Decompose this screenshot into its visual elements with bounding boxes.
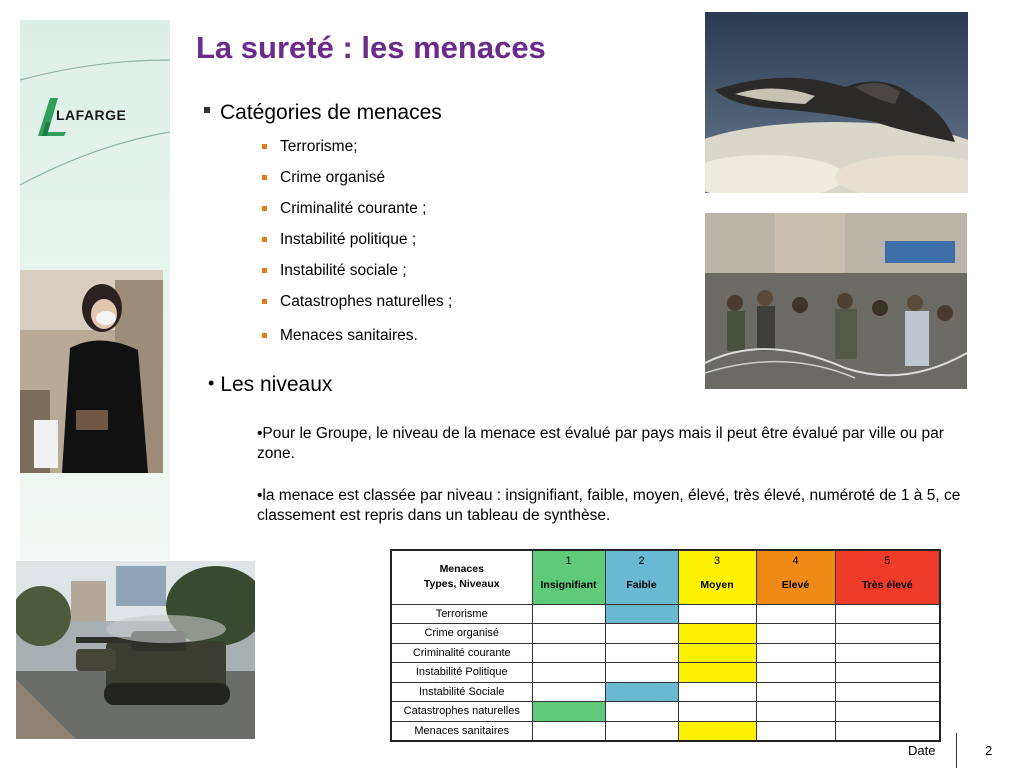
table-row [391,643,940,663]
footer-date-label: Date [908,743,936,758]
level-header-1 [532,550,605,604]
level-name: Faible [626,578,657,591]
categories-heading [204,101,442,125]
level-cell [532,702,605,722]
corner-line-2: Types, Niveaux [423,578,500,591]
level-cell [678,702,756,722]
tanks-on-street-photo [16,561,255,739]
level-cell [678,624,756,644]
level-header-2 [605,550,678,604]
level-cell [678,663,756,683]
row-label: Menaces sanitaires [391,721,532,741]
level-header-3 [678,550,756,604]
level-cell [678,604,756,624]
table-row [391,721,940,741]
level-number: 5 [884,554,891,567]
table-row [391,624,940,644]
level-cell [756,663,835,683]
level-cell [835,624,940,644]
levels-heading: • Les niveaux [208,373,333,396]
level-cell [678,682,756,702]
level-cell [756,721,835,741]
level-cell [835,721,940,741]
table-row [391,604,940,624]
level-cell [756,643,835,663]
level-cell [835,604,940,624]
level-cell [756,604,835,624]
level-cell [678,721,756,741]
categories-list [262,138,452,358]
matrix-body [391,604,940,741]
level-number: 3 [713,554,721,567]
row-label: Criminalité courante [391,643,532,663]
list-item: Instabilité sociale ; [262,262,452,293]
table-row [391,663,940,683]
row-label: Instabilité Politique [391,663,532,683]
woman-with-mask-photo [20,270,163,473]
level-name: Elevé [781,578,810,591]
level-name: Insignifiant [540,578,597,591]
level-cell [532,721,605,741]
level-cell [678,643,756,663]
matrix-corner-header [391,550,532,604]
threat-level-matrix [390,549,941,742]
list-item: Crime organisé [262,169,452,200]
level-header-4 [756,550,835,604]
crowd-protest-photo [705,213,967,389]
level-cell [532,643,605,663]
level-cell [756,702,835,722]
levels-paragraph-1: •Pour le Groupe, le niveau de la menace est évalué par pays mais il peut être évalué par ville ou par zone. [257,425,944,462]
corner-line-1: Menaces [439,563,484,576]
level-header-5 [835,550,940,604]
level-cell [532,663,605,683]
level-name: Moyen [700,578,734,591]
footer-divider [956,733,957,768]
level-cell [756,682,835,702]
level-cell [532,682,605,702]
level-cell [605,643,678,663]
level-cell [835,663,940,683]
list-item: Criminalité courante ; [262,200,452,231]
page-number: 2 [985,743,993,758]
level-cell [605,663,678,683]
level-cell [605,702,678,722]
row-label: Terrorisme [391,604,532,624]
logo-wordmark: LAFARGE [56,107,127,123]
list-item: Terrorisme; [262,138,452,169]
level-number: 2 [638,554,645,567]
level-cell [835,643,940,663]
level-cell [605,604,678,624]
table-row [391,702,940,722]
level-number: 4 [792,554,799,567]
row-label: Crime organisé [391,624,532,644]
list-item: Menaces sanitaires. [262,327,452,358]
level-cell [605,721,678,741]
level-number: 1 [565,554,572,567]
row-label: Catastrophes naturelles [391,702,532,722]
list-item: Instabilité politique ; [262,231,452,262]
table-row [391,682,940,702]
row-label: Instabilité Sociale [391,682,532,702]
level-cell [605,682,678,702]
slide-title: La sureté : les menaces [196,30,546,65]
level-cell [835,702,940,722]
levels-heading-text: Les niveaux [220,373,333,396]
level-cell [835,682,940,702]
level-cell [756,624,835,644]
levels-paragraph-2: •la menace est classée par niveau : insignifiant, faible, moyen, élevé, très élevé, numéroté de 1 à 5, ce classement est repris dans un tableau de synthèse. [257,487,961,524]
level-name: Très élevé [861,578,913,591]
level-cell [532,624,605,644]
level-cell [532,604,605,624]
smoke-cloud-photo [705,12,968,193]
level-cell [605,624,678,644]
categories-heading-text: Catégories de menaces [220,101,442,124]
list-item: Catastrophes naturelles ; [262,293,452,324]
